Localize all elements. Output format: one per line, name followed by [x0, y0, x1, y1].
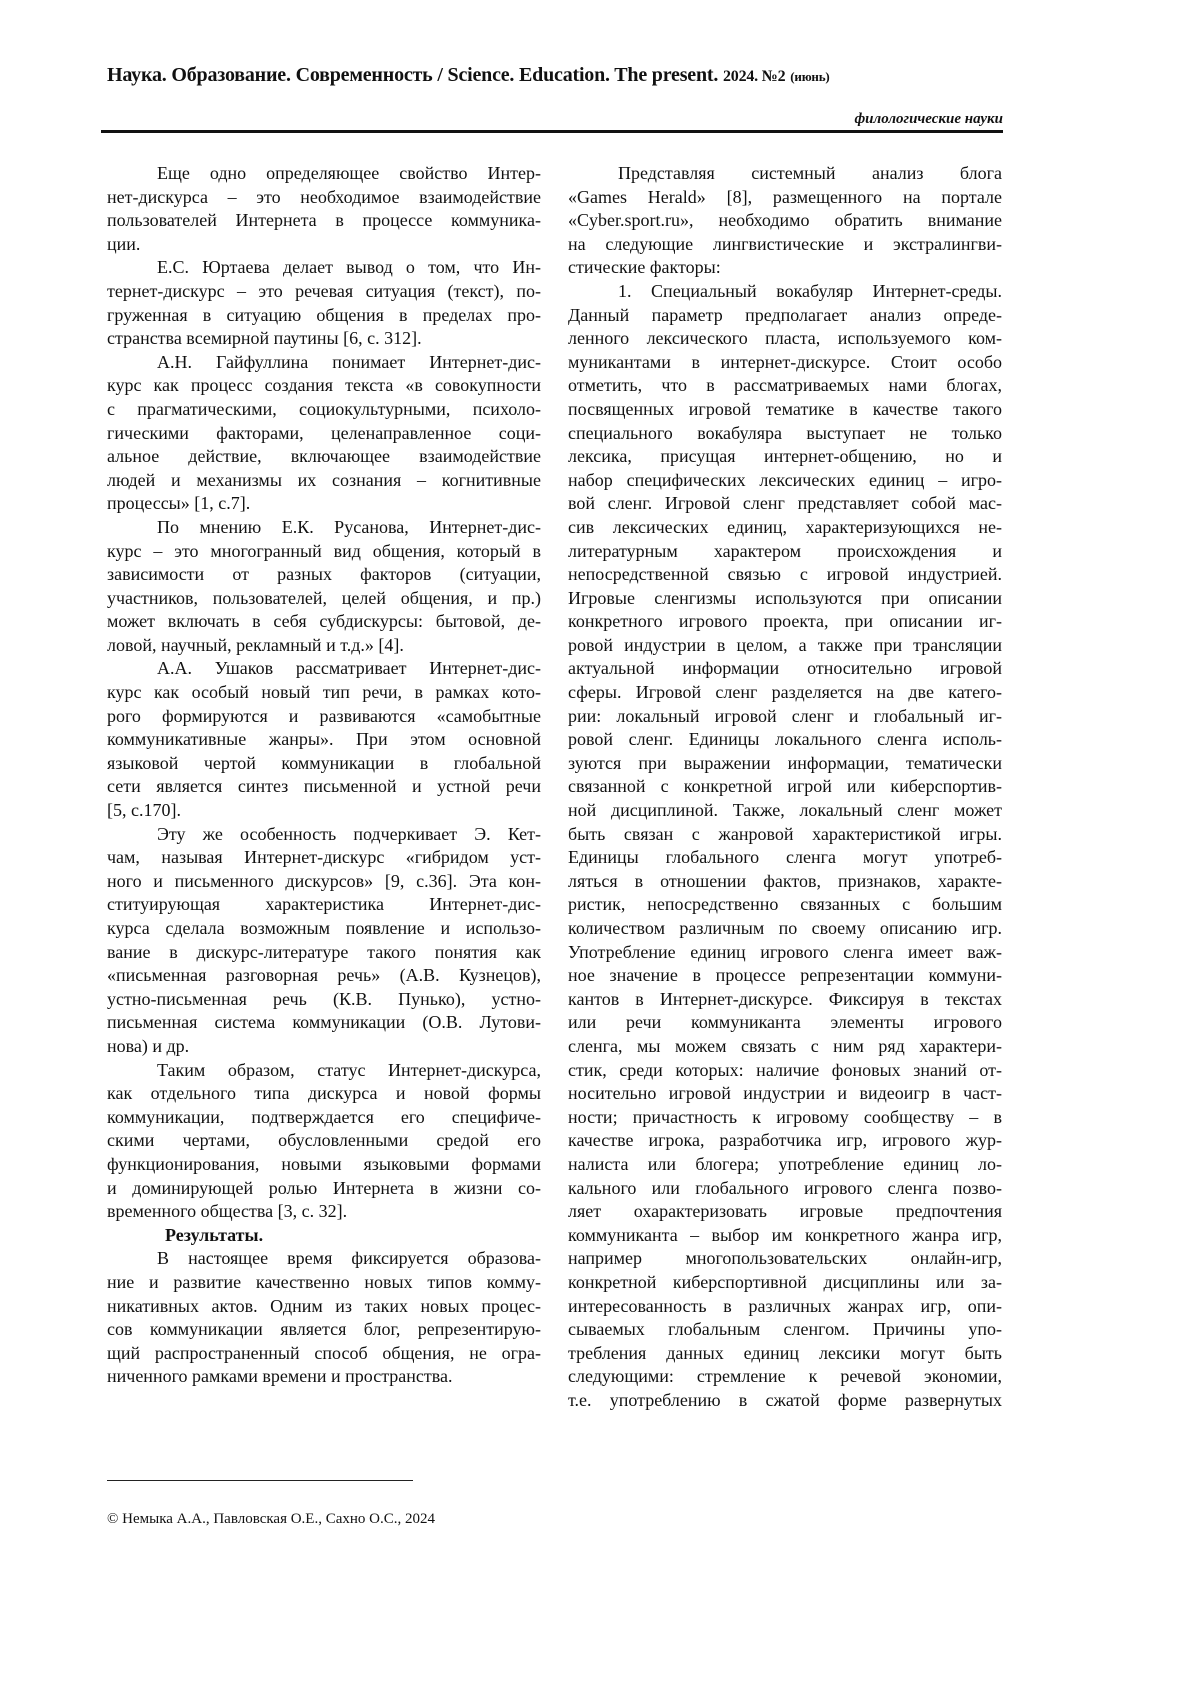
paragraph: [107, 256, 541, 350]
text-line: курс как особый новый тип речи, в рамках кото-: [107, 681, 541, 705]
paragraph: [107, 516, 541, 658]
journal-title: Наука. Образование. Современность / Science. Education. The present.: [107, 64, 718, 86]
text-line: качестве игрока, разработчика игр, игрового жур-: [568, 1129, 1002, 1153]
text-line: щий распространенный способ общения, не огра-: [107, 1342, 541, 1366]
text-line: кантов в Интернет-дискурсе. Фиксируя в текстах: [568, 988, 1002, 1012]
text-line: на следующие лингвистические и экстралингви-: [568, 233, 1002, 257]
text-line: отметить, что в рассматриваемых нами блогах,: [568, 374, 1002, 398]
text-line: ляться в отношении фактов, признаков, характе-: [568, 870, 1002, 894]
paragraph: [107, 657, 541, 822]
text-line: конкретной киберспортивной дисциплины или за-: [568, 1271, 1002, 1295]
text-line: «письменная разговорная речь» (А.В. Кузнецов),: [107, 964, 541, 988]
text-line: людей и механизмы их сознания – когнитивные: [107, 469, 541, 493]
text-line: А.Н. Гайфуллина понимает Интернет-дис-: [107, 351, 541, 375]
text-line: Игровые сленгизмы используются при описании: [568, 587, 1002, 611]
text-line: коммуниканта – выбор им конкретного жанра игр,: [568, 1224, 1002, 1248]
text-line: курс как процесс создания текста «в совокупности: [107, 374, 541, 398]
text-line: например многопользовательских онлайн-игр,: [568, 1247, 1002, 1271]
text-line: зуются при выражении информации, тематически: [568, 752, 1002, 776]
left-column: [107, 162, 541, 1389]
text-line: Представляя системный анализ блога: [568, 162, 1002, 186]
text-line: курса сделала возможным появление и использо-: [107, 917, 541, 941]
text-line: «Cyber.sport.ru», необходимо обратить внимание: [568, 209, 1002, 233]
text-line: конкретного игрового проекта, при описании иг-: [568, 610, 1002, 634]
text-line: процессы» [1, с.7].: [107, 492, 541, 516]
text-line: Е.С. Юртаева делает вывод о том, что Ин-: [107, 256, 541, 280]
text-line: [5, с.170].: [107, 799, 541, 823]
text-line: альное действие, включающее взаимодействие: [107, 445, 541, 469]
text-line: интересованность в различных жанрах игр, опи-: [568, 1295, 1002, 1319]
text-line: 1. Специальный вокабуляр Интернет-среды.: [568, 280, 1002, 304]
text-line: лексика, присущая интернет-общению, но и: [568, 445, 1002, 469]
text-line: следующими: стремление к речевой экономии,: [568, 1365, 1002, 1389]
text-line: ной дисциплиной. Также, локальный сленг может: [568, 799, 1002, 823]
text-line: По мнению Е.К. Русанова, Интернет-дис-: [107, 516, 541, 540]
text-line: никативных актов. Одним из таких новых процес-: [107, 1295, 541, 1319]
text-line: гическими факторами, целенаправленное соци-: [107, 422, 541, 446]
text-line: рого формируются и развиваются «самобытные: [107, 705, 541, 729]
text-line: или речи коммуниканта элементы игрового: [568, 1011, 1002, 1035]
text-line: актуальной информации относительно игровой: [568, 657, 1002, 681]
text-line: функционирования, новыми языковыми формами: [107, 1153, 541, 1177]
paragraph: [107, 162, 541, 256]
text-line: литературным характером происхождения и: [568, 540, 1002, 564]
text-line: ности; причастность к игровому сообществу – в: [568, 1106, 1002, 1130]
text-line: Употребление единиц игрового сленга имеет важ-: [568, 941, 1002, 965]
text-line: временного общества [3, с. 32].: [107, 1200, 541, 1224]
text-line: ловой, научный, рекламный и т.д.» [4].: [107, 634, 541, 658]
text-line: коммуникации, подтверждается его специфиче-: [107, 1106, 541, 1130]
text-line: скими чертами, обусловленными средой его: [107, 1129, 541, 1153]
text-line: ституирующая характеристика Интернет-дис-: [107, 893, 541, 917]
paragraph: [568, 280, 1002, 1413]
text-line: устно-письменная речь (К.В. Пунько), устно-: [107, 988, 541, 1012]
text-line: Еще одно определяющее свойство Интер-: [107, 162, 541, 186]
text-line: с прагматическими, социокультурными, психоло-: [107, 398, 541, 422]
text-line: ляет охарактеризовать игровые предпочтения: [568, 1200, 1002, 1224]
text-line: участников, пользователей, целей общения, и пр.): [107, 587, 541, 611]
text-line: курс – это многогранный вид общения, который в: [107, 540, 541, 564]
text-line: требления данных единиц лексики могут быть: [568, 1342, 1002, 1366]
text-line: ровой сленг. Единицы локального сленга исполь-: [568, 728, 1002, 752]
text-line: вой сленг. Игровой сленг представляет собой мас-: [568, 492, 1002, 516]
paragraph: [107, 823, 541, 1059]
text-line: кального или глобального игрового сленга позво-: [568, 1177, 1002, 1201]
text-line: т.е. употреблению в сжатой форме развернутых: [568, 1389, 1002, 1413]
text-line: как отдельного типа дискурса и новой формы: [107, 1082, 541, 1106]
text-line: и доминирующей ролью Интернета в жизни со-: [107, 1177, 541, 1201]
text-line: нет-дискурса – это необходимое взаимодействие: [107, 186, 541, 210]
text-line: вание в дискурс-литературе такого понятия как: [107, 941, 541, 965]
paragraph: [107, 351, 541, 516]
issue-year-number: 2024. №2: [723, 68, 785, 85]
text-line: набор специфических лексических единиц – игро-: [568, 469, 1002, 493]
text-line: ное значение в процессе репрезентации коммуни-: [568, 964, 1002, 988]
text-line: ного и письменного дискурсов» [9, с.36]. Эта кон-: [107, 870, 541, 894]
text-line: груженная в ситуацию общения в пределах про-: [107, 304, 541, 328]
text-line: ровой индустрии в целом, а также при трансляции: [568, 634, 1002, 658]
footnote-rule: [107, 1480, 413, 1481]
header-rule: [101, 130, 1003, 133]
text-line: рии: локальный игровой сленг и глобальный иг-: [568, 705, 1002, 729]
paragraph: [107, 1059, 541, 1224]
text-line: Данный параметр предполагает анализ опреде-: [568, 304, 1002, 328]
text-line: сываемых глобальным сленгом. Причины упо-: [568, 1318, 1002, 1342]
text-line: ции.: [107, 233, 541, 257]
text-line: языковой чертой коммуникации в глобальной: [107, 752, 541, 776]
text-line: ристик, непосредственно связанных с большим: [568, 893, 1002, 917]
text-line: А.А. Ушаков рассматривает Интернет-дис-: [107, 657, 541, 681]
text-line: «Games Herald» [8], размещенного на портале: [568, 186, 1002, 210]
text-line: зависимости от разных факторов (ситуации,: [107, 563, 541, 587]
text-line: сив лексических единиц, характеризующихся не-: [568, 516, 1002, 540]
paragraph: [107, 1247, 541, 1389]
text-line: количеством различным по своему описанию игр.: [568, 917, 1002, 941]
text-line: специального вокабуляра выступает не только: [568, 422, 1002, 446]
running-head: [107, 64, 830, 87]
section-heading: Результаты.: [107, 1224, 541, 1248]
text-line: муникантами в интернет-дискурсе. Стоит особо: [568, 351, 1002, 375]
text-line: Эту же особенность подчеркивает Э. Кет-: [107, 823, 541, 847]
text-line: стические факторы:: [568, 256, 1002, 280]
text-line: Таким образом, статус Интернет-дискурса,: [107, 1059, 541, 1083]
text-line: нова) и др.: [107, 1035, 541, 1059]
text-line: В настоящее время фиксируется образова-: [107, 1247, 541, 1271]
text-line: носительно игровой индустрии и видеоигр в част-: [568, 1082, 1002, 1106]
text-line: связанной с конкретной игрой или киберспортив-: [568, 775, 1002, 799]
text-line: письменная система коммуникации (О.В. Лутови-: [107, 1011, 541, 1035]
text-line: чам, называя Интернет-дискурс «гибридом уст-: [107, 846, 541, 870]
paragraph: [568, 162, 1002, 280]
text-line: сленга, мы можем связать с ним ряд характери-: [568, 1035, 1002, 1059]
text-line: коммуникативные жанры». При этом основной: [107, 728, 541, 752]
text-line: ниченного рамками времени и пространства.: [107, 1365, 541, 1389]
text-line: может включать в себя субдискурсы: бытовой, де-: [107, 610, 541, 634]
text-line: тернет-дискурс – это речевая ситуация (текст), по-: [107, 280, 541, 304]
text-line: непосредственной связью с игровой индустрией.: [568, 563, 1002, 587]
text-line: стик, среди которых: наличие фоновых знаний от-: [568, 1059, 1002, 1083]
text-line: сов коммуникации является блог, репрезентирую-: [107, 1318, 541, 1342]
text-line: странства всемирной паутины [6, с. 312].: [107, 327, 541, 351]
issue-month: (июнь): [790, 69, 829, 84]
text-line: сети является синтез письменной и устной речи: [107, 775, 541, 799]
text-line: ленного лексического пласта, используемого ком-: [568, 327, 1002, 351]
text-line: посвященных игровой тематике в качестве такого: [568, 398, 1002, 422]
section-label: филологические науки: [854, 111, 1003, 128]
text-line: пользователей Интернета в процессе коммуника-: [107, 209, 541, 233]
right-column: [568, 162, 1002, 1412]
text-line: налиста или блогера; употребление единиц ло-: [568, 1153, 1002, 1177]
text-line: Единицы глобального сленга могут употреб-: [568, 846, 1002, 870]
text-line: быть связан с жанровой характеристикой игры.: [568, 823, 1002, 847]
text-line: ние и развитие качественно новых типов комму-: [107, 1271, 541, 1295]
text-line: сферы. Игровой сленг разделяется на две катего-: [568, 681, 1002, 705]
copyright-notice: © Немыка А.А., Павловская О.Е., Сахно О.С., 2024: [107, 1511, 435, 1528]
